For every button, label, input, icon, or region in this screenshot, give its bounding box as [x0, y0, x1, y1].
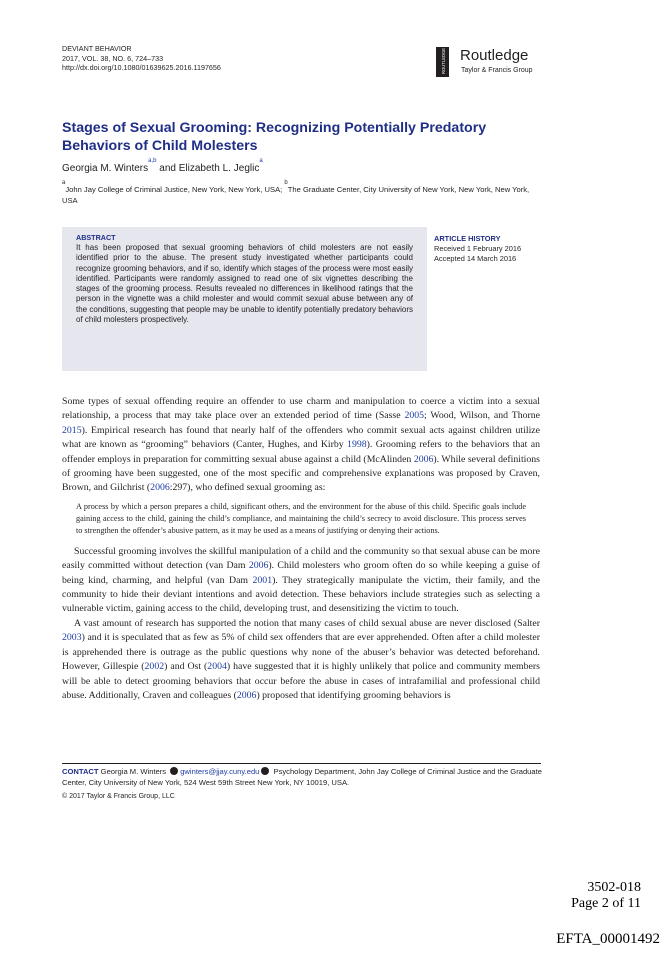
- author-1-affil: a,b: [148, 158, 157, 164]
- address-icon: [261, 767, 269, 775]
- citation-link[interactable]: 2003: [62, 632, 82, 644]
- accepted-date: Accepted 14 March 2016: [434, 254, 517, 263]
- affil-a-marker: a: [62, 180, 66, 186]
- contact-address: Psychology Department, John Jay College of Criminal Justice and the Graduate Center, City University of New York, 524 West 59th Street New York, NY 10019, USA.: [62, 767, 542, 787]
- publisher-subname: Taylor & Francis Group: [461, 67, 533, 74]
- contact-email-link[interactable]: gwinters@jjay.cuny.edu: [180, 767, 260, 776]
- doi-link[interactable]: http://dx.doi.org/10.1080/01639625.2016.1197656: [62, 63, 221, 73]
- citation-link[interactable]: 2002: [144, 661, 165, 673]
- title-line-1: Stages of Sexual Grooming: Recognizing Potentially Predatory: [62, 120, 487, 136]
- received-date: Received 1 February 2016: [434, 244, 522, 253]
- publisher-logo: [436, 47, 556, 79]
- page-number: Page 2 of 11: [571, 896, 641, 911]
- abstract-heading: ABSTRACT: [76, 233, 116, 242]
- article-history: [434, 234, 554, 264]
- citation-link[interactable]: 2004: [207, 661, 227, 673]
- history-heading: ARTICLE HISTORY: [434, 234, 501, 243]
- citation-link[interactable]: 2006: [236, 689, 257, 701]
- citation-link[interactable]: 2001: [252, 574, 273, 586]
- contact-info: [62, 767, 542, 789]
- abstract-box: [62, 227, 427, 371]
- body-text: [62, 395, 540, 703]
- affiliations: [62, 180, 542, 207]
- paragraph-2: Successful grooming involves the skillful manipulation of a child and the community so that sexual abuse can be more easily committed without detection (van Dam 2006). Child molesters who groom often do so while keeping a guise of being kind, charming, and helpful (van Dam 2001). They strategically manipulate the victim, their family, and the community to hide their deviant intentions and avoid detection. These behaviors include strategies such as selecting a vulnerable victim, gaining access to the child, developing trust, and desensitizing the victim to touch.: [62, 545, 540, 615]
- author-2-affil: a: [259, 158, 263, 164]
- journal-header: [62, 44, 221, 73]
- citation-link[interactable]: 2006: [413, 453, 434, 465]
- citation-link[interactable]: 2015: [62, 424, 82, 436]
- author-2[interactable]: Elizabeth L. Jeglic: [178, 163, 260, 174]
- journal-name: DEVIANT BEHAVIOR: [62, 44, 132, 53]
- abstract-text: It has been proposed that sexual grooming behaviors of child molesters are not easily identified prior to the abuse. The present study investigated whether participants could recognize grooming behaviors, and if so, identify which stages of the process were most easily identified. Participants were randomly assigned to read one of six vignettes describing the stages of the grooming process. Results revealed no differences in likelihood ratings that the person in the vignette was a child molester and would commit sexual abuse between any of the conditions, suggesting that people may be unable to identify potentially predatory behaviors of child molesters prospectively.: [76, 243, 413, 325]
- article-title: [62, 120, 532, 155]
- affil-b: The Graduate Center, City University of New York, New York, New York, USA: [62, 185, 530, 206]
- paragraph-3: A vast amount of research has supported the notion that many cases of child sexual abuse are never disclosed (Salter 2003) and it is speculated that as few as 5% of child sex offenders that are ever apprehended. Often after a child molester is apprehended there is outrage as the public questions why none of the abuser’s behavior was detected beforehand. However, Gillespie (2002) and Ost (2004) have suggested that it is highly unlikely that police and community members will be able to detect grooming behaviors that occur before the abuse in cases of intrafamilial and professional child abuse. Additionally, Craven and colleagues (2006) proposed that identifying grooming behaviors is: [62, 617, 540, 701]
- citation-link[interactable]: 2006: [150, 482, 170, 494]
- document-id: 3502-018: [587, 880, 641, 895]
- paragraph-1: Some types of sexual offending require an offender to use charm and manipulation to coerce a victim into a sexual relationship, a process that may take place over an extended period of time (Sasse 2005; Wood, Wilson, and Thorne 2015). Empirical research has found that nearly half of the offenders who commit sexual acts against children utilize what are known as “grooming” behaviors (Canter, Hughes, and Kirby 1998). Grooming refers to the behaviors that an offender employs in preparation for committing sexual abuse against a child (McAlinden 2006). While several definitions of grooming have been suggested, one of the most specific and comprehensive explanations was proposed by Craven, Brown, and Gilchrist (2006:297), who defined sexual grooming as:: [62, 396, 540, 494]
- efta-number: EFTA_00001492: [556, 931, 660, 947]
- volume-info: 2017, VOL. 38, NO. 6, 724–733: [62, 53, 164, 63]
- footer-divider: [62, 763, 541, 764]
- block-quote: A process by which a person prepares a child, significant others, and the environment for the abuse of this child. Specific goals include gaining access to the child, gaining the child’s compliance, and maintaining the child’s secrecy to avoid disclosure. This process serves to strengthen the offender’s abusive pattern, as it may be used as a means of justifying or denying their actions.: [76, 501, 526, 535]
- citation-link[interactable]: 1998: [347, 439, 367, 451]
- title-line-2: Behaviors of Child Molesters: [62, 137, 258, 154]
- author-and: and: [156, 163, 179, 174]
- contact-name: Georgia M. Winters: [98, 767, 169, 776]
- routledge-logo-icon: [436, 47, 449, 77]
- author-list: [62, 158, 263, 175]
- email-icon: [170, 767, 178, 775]
- citation-link[interactable]: 2006: [248, 560, 269, 572]
- author-1[interactable]: Georgia M. Winters: [62, 163, 149, 174]
- logo-vertical-text: ROUTLEDGE: [441, 47, 446, 74]
- copyright: © 2017 Taylor & Francis Group, LLC: [62, 793, 175, 800]
- publisher-name: Routledge: [460, 47, 529, 64]
- affil-a: John Jay College of Criminal Justice, New York, New York, USA;: [65, 185, 285, 194]
- affil-b-marker: b: [284, 180, 288, 186]
- citation-link[interactable]: 2005: [404, 410, 425, 422]
- page-stamp: [571, 880, 641, 912]
- contact-label: CONTACT: [62, 767, 99, 776]
